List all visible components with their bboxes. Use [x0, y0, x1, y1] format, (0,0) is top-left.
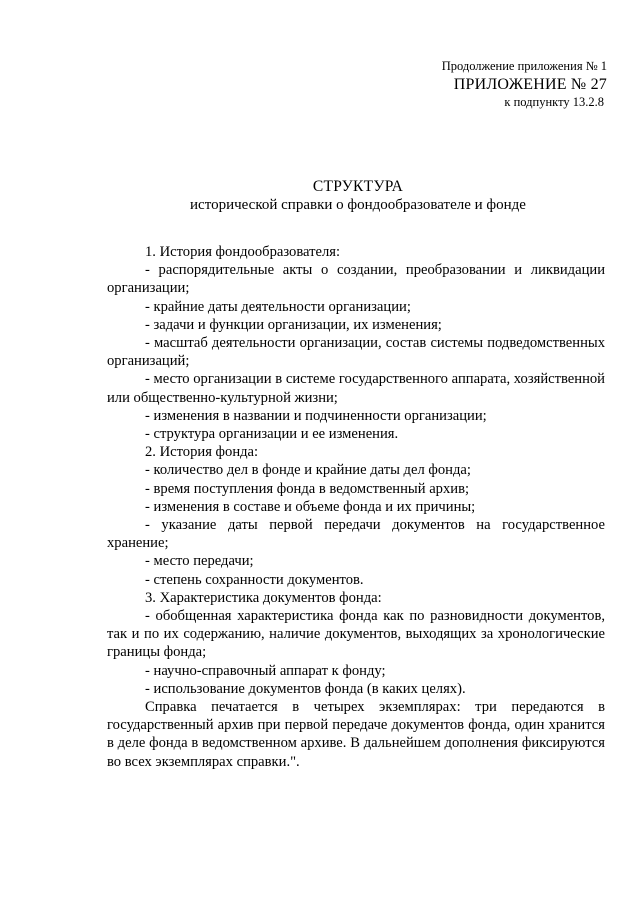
appendix-header	[442, 58, 607, 111]
section-heading-documents: 3. Характеристика документов фонда:	[145, 589, 382, 606]
document-title	[0, 177, 640, 215]
list-item: - место передачи;	[145, 553, 254, 570]
list-item: - использование документов фонда (в каких целях).	[145, 680, 466, 697]
subclause-reference: к подпункту 13.2.8	[504, 95, 604, 109]
list-item: - научно-справочный аппарат к фонду;	[145, 662, 386, 679]
list-item: - структура организации и ее изменения.	[145, 426, 399, 443]
closing-paragraph: Справка печатается в четырех экземплярах: три передаются в государственный архив при первой передаче документов фонда, один хранится в деле фонда в ведомственном архиве. В дальнейшем дополнения фиксируются во всех экземплярах справки.".	[107, 699, 605, 770]
section-heading-founder-history: 1. История фондообразователя:	[145, 244, 341, 260]
list-item: - место организации в системе государственного аппарата, хозяйственной или общественно-культурной жизни;	[107, 371, 605, 406]
continuation-note: Продолжение приложения № 1	[441, 59, 607, 73]
list-item: - указание даты первой передачи документов на государственное хранение;	[107, 517, 605, 552]
list-item: - степень сохранности документов.	[145, 571, 364, 588]
section-heading-fond-history: 2. История фонда:	[145, 444, 259, 461]
list-item: - масштаб деятельности организации, состав системы подведомственных организаций;	[107, 335, 605, 370]
title-main: СТРУКТУРА	[312, 178, 404, 195]
list-item: - задачи и функции организации, их изменения;	[145, 316, 442, 333]
document-body	[107, 243, 605, 771]
list-item: - обобщенная характеристика фонда как по разновидности документов, так и по их содержанию, наличие документов, выходящих за хронологические границы фонда;	[107, 608, 605, 661]
list-item: - распорядительные акты о создании, преобразовании и ликвидации организации;	[107, 262, 605, 297]
list-item: - изменения в составе и объеме фонда и их причины;	[145, 498, 476, 515]
list-item: - время поступления фонда в ведомственный архив;	[145, 480, 470, 497]
list-item: - крайние даты деятельности организации;	[145, 298, 411, 315]
list-item: - изменения в названии и подчиненности организации;	[145, 407, 487, 424]
appendix-number: ПРИЛОЖЕНИЕ № 27	[453, 76, 607, 93]
title-subtitle: исторической справки о фондообразователе и фонде	[190, 197, 526, 213]
list-item: - количество дел в фонде и крайние даты дел фонда;	[145, 462, 471, 479]
